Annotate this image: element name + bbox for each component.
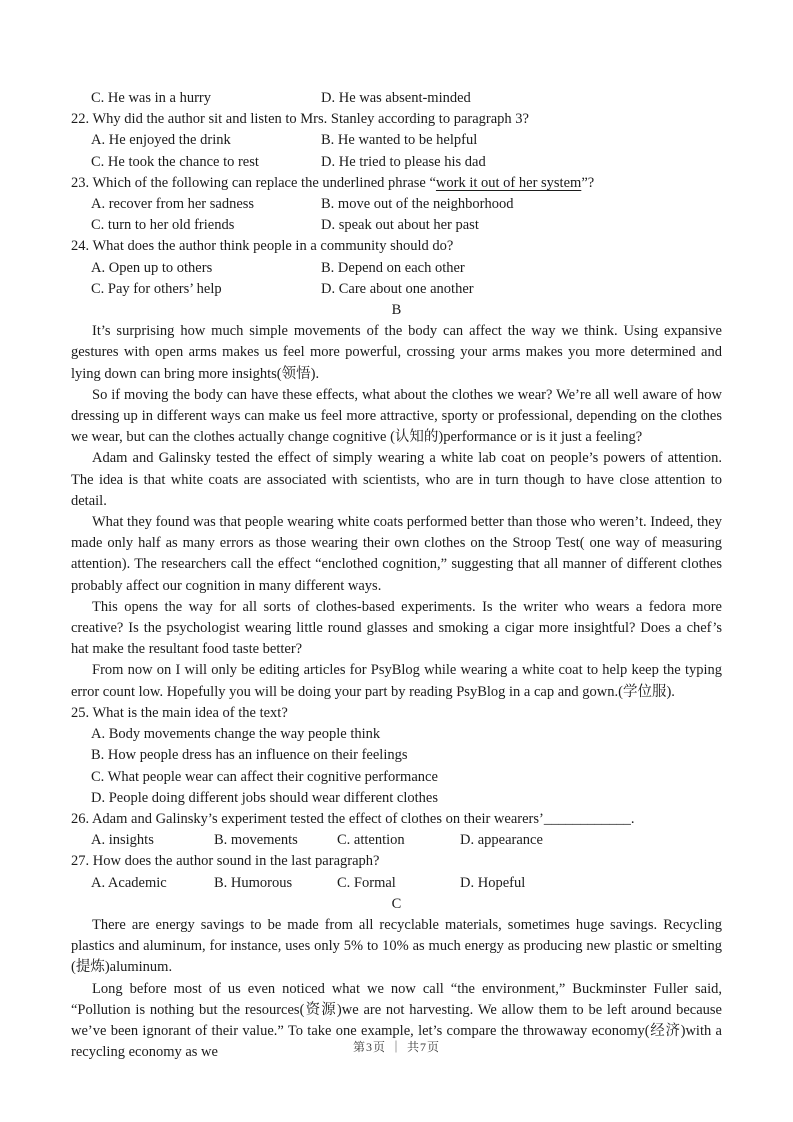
options-row bbox=[71, 194, 722, 215]
passage-paragraph: This opens the way for all sorts of clothes-based experiments. Is the writer who wears a fedora more creative? Is the psychologist wearing little round glasses and smoking a cigar more insightful? Does a chef’s hat make the resultant food taste better? bbox=[71, 598, 722, 658]
options-row bbox=[71, 873, 722, 894]
question-line: 27. How does the author sound in the last paragraph? bbox=[71, 853, 380, 870]
option-text: B. Depend on each other bbox=[321, 259, 465, 276]
option-text: D. Care about one another bbox=[321, 280, 474, 297]
option-text: A. Academic bbox=[91, 874, 167, 891]
document-content bbox=[71, 88, 722, 1063]
options-row bbox=[71, 279, 722, 300]
section-letter: C bbox=[391, 895, 402, 912]
option-line: A. Body movements change the way people think bbox=[91, 726, 381, 743]
question-text: 23. Which of the following can replace the underlined phrase “ bbox=[71, 174, 436, 191]
question-line bbox=[71, 173, 722, 194]
passage-paragraph: Long before most of us even noticed what we now call “the environment,” Buckminster Fuller said, “Pollution is nothing but the resources(资源)we are not harvesting. We allow them to be left around because we’ve been ignorant of their value.” To take one example, let’s compare the throwaway economy(经济)with a recycling economy as we bbox=[71, 980, 722, 1061]
question-text: ”? bbox=[581, 174, 595, 191]
option-text: A. recover from her sadness bbox=[91, 196, 255, 213]
options-row bbox=[71, 830, 722, 851]
option-text: D. appearance bbox=[460, 832, 543, 849]
underlined-phrase: work it out of her system bbox=[435, 174, 582, 191]
options-row bbox=[71, 130, 722, 151]
option-text: A. Open up to others bbox=[91, 259, 213, 276]
passage-paragraph: There are energy savings to be made from all recyclable materials, sometimes huge savings. Recycling plastics and aluminum, for instance, uses only 5% to 10% as much energy as producing new plastic or smelting (提炼)aluminum. bbox=[71, 916, 722, 976]
option-text: C. He was in a hurry bbox=[91, 90, 212, 106]
option-line: D. People doing different jobs should wear different clothes bbox=[91, 789, 438, 806]
passage-paragraph: What they found was that people wearing white coats performed better than those who weren’t. Indeed, they made only half as many errors as those wearing their own clothes on the Stroop Test( one way of measuring attention). The researchers call the effect “enclothed cognition,” suggesting that all manner of different clothes probably affect our cognition in many different ways. bbox=[71, 514, 722, 594]
question-line: 25. What is the main idea of the text? bbox=[71, 704, 288, 721]
option-text: D. He was absent-minded bbox=[321, 90, 471, 106]
section-letter: B bbox=[391, 302, 402, 319]
option-text: B. He wanted to be helpful bbox=[321, 132, 478, 149]
option-text: C. turn to her old friends bbox=[91, 217, 235, 234]
option-text: C. He took the chance to rest bbox=[91, 153, 259, 170]
options-row bbox=[71, 88, 722, 109]
options-row bbox=[71, 215, 722, 236]
options-row bbox=[71, 152, 722, 173]
passage-paragraph: So if moving the body can have these effects, what about the clothes we wear? We’re all well aware of how dressing up in different ways can make us feel more attractive, sporty or professional, depending on the clothes we wear, but can the clothes actually change cognitive (认知的)performance or is it just a feeling? bbox=[71, 386, 722, 446]
option-text: D. Hopeful bbox=[460, 874, 526, 891]
option-text: C. Formal bbox=[337, 874, 396, 891]
question-line: 24. What does the author think people in a community should do? bbox=[71, 238, 454, 255]
passage-paragraph: It’s surprising how much simple movements of the body can affect the way we think. Using expansive gestures with open arms makes us feel more powerful, crossing your arms makes you more determined and lying down can bring more insights(领悟). bbox=[71, 323, 722, 382]
option-text: C. Pay for others’ help bbox=[91, 280, 222, 297]
passage-paragraph: Adam and Galinsky tested the effect of simply wearing a white lab coat on people’s powers of attention. The idea is that white coats are associated with scientists, who are in turn though to have close attention to detail. bbox=[71, 450, 722, 509]
question-line: 22. Why did the author sit and listen to Mrs. Stanley according to paragraph 3? bbox=[71, 111, 529, 128]
option-line: C. What people wear can affect their cognitive performance bbox=[91, 768, 438, 785]
option-text: D. speak out about her past bbox=[321, 217, 479, 234]
option-text: B. movements bbox=[214, 832, 298, 849]
option-text: A. insights bbox=[91, 832, 154, 849]
option-text: C. attention bbox=[337, 832, 405, 849]
option-text: B. Humorous bbox=[214, 874, 293, 891]
question-line: 26. Adam and Galinsky’s experiment tested the effect of clothes on their wearers’____________. bbox=[71, 810, 635, 827]
option-text: D. He tried to please his dad bbox=[321, 153, 486, 170]
option-text: B. move out of the neighborhood bbox=[321, 196, 514, 213]
page-footer: 第3页 ｜ 共7页 bbox=[352, 1040, 440, 1054]
passage-paragraph: From now on I will only be editing articles for PsyBlog while wearing a white coat to help keep the typing error count low. Hopefully you will be doing your part by reading PsyBlog in a cap and gown.(学位服). bbox=[71, 662, 722, 700]
option-line: B. How people dress has an influence on their feelings bbox=[91, 747, 408, 764]
options-row bbox=[71, 258, 722, 279]
option-text: A. He enjoyed the drink bbox=[91, 132, 231, 149]
